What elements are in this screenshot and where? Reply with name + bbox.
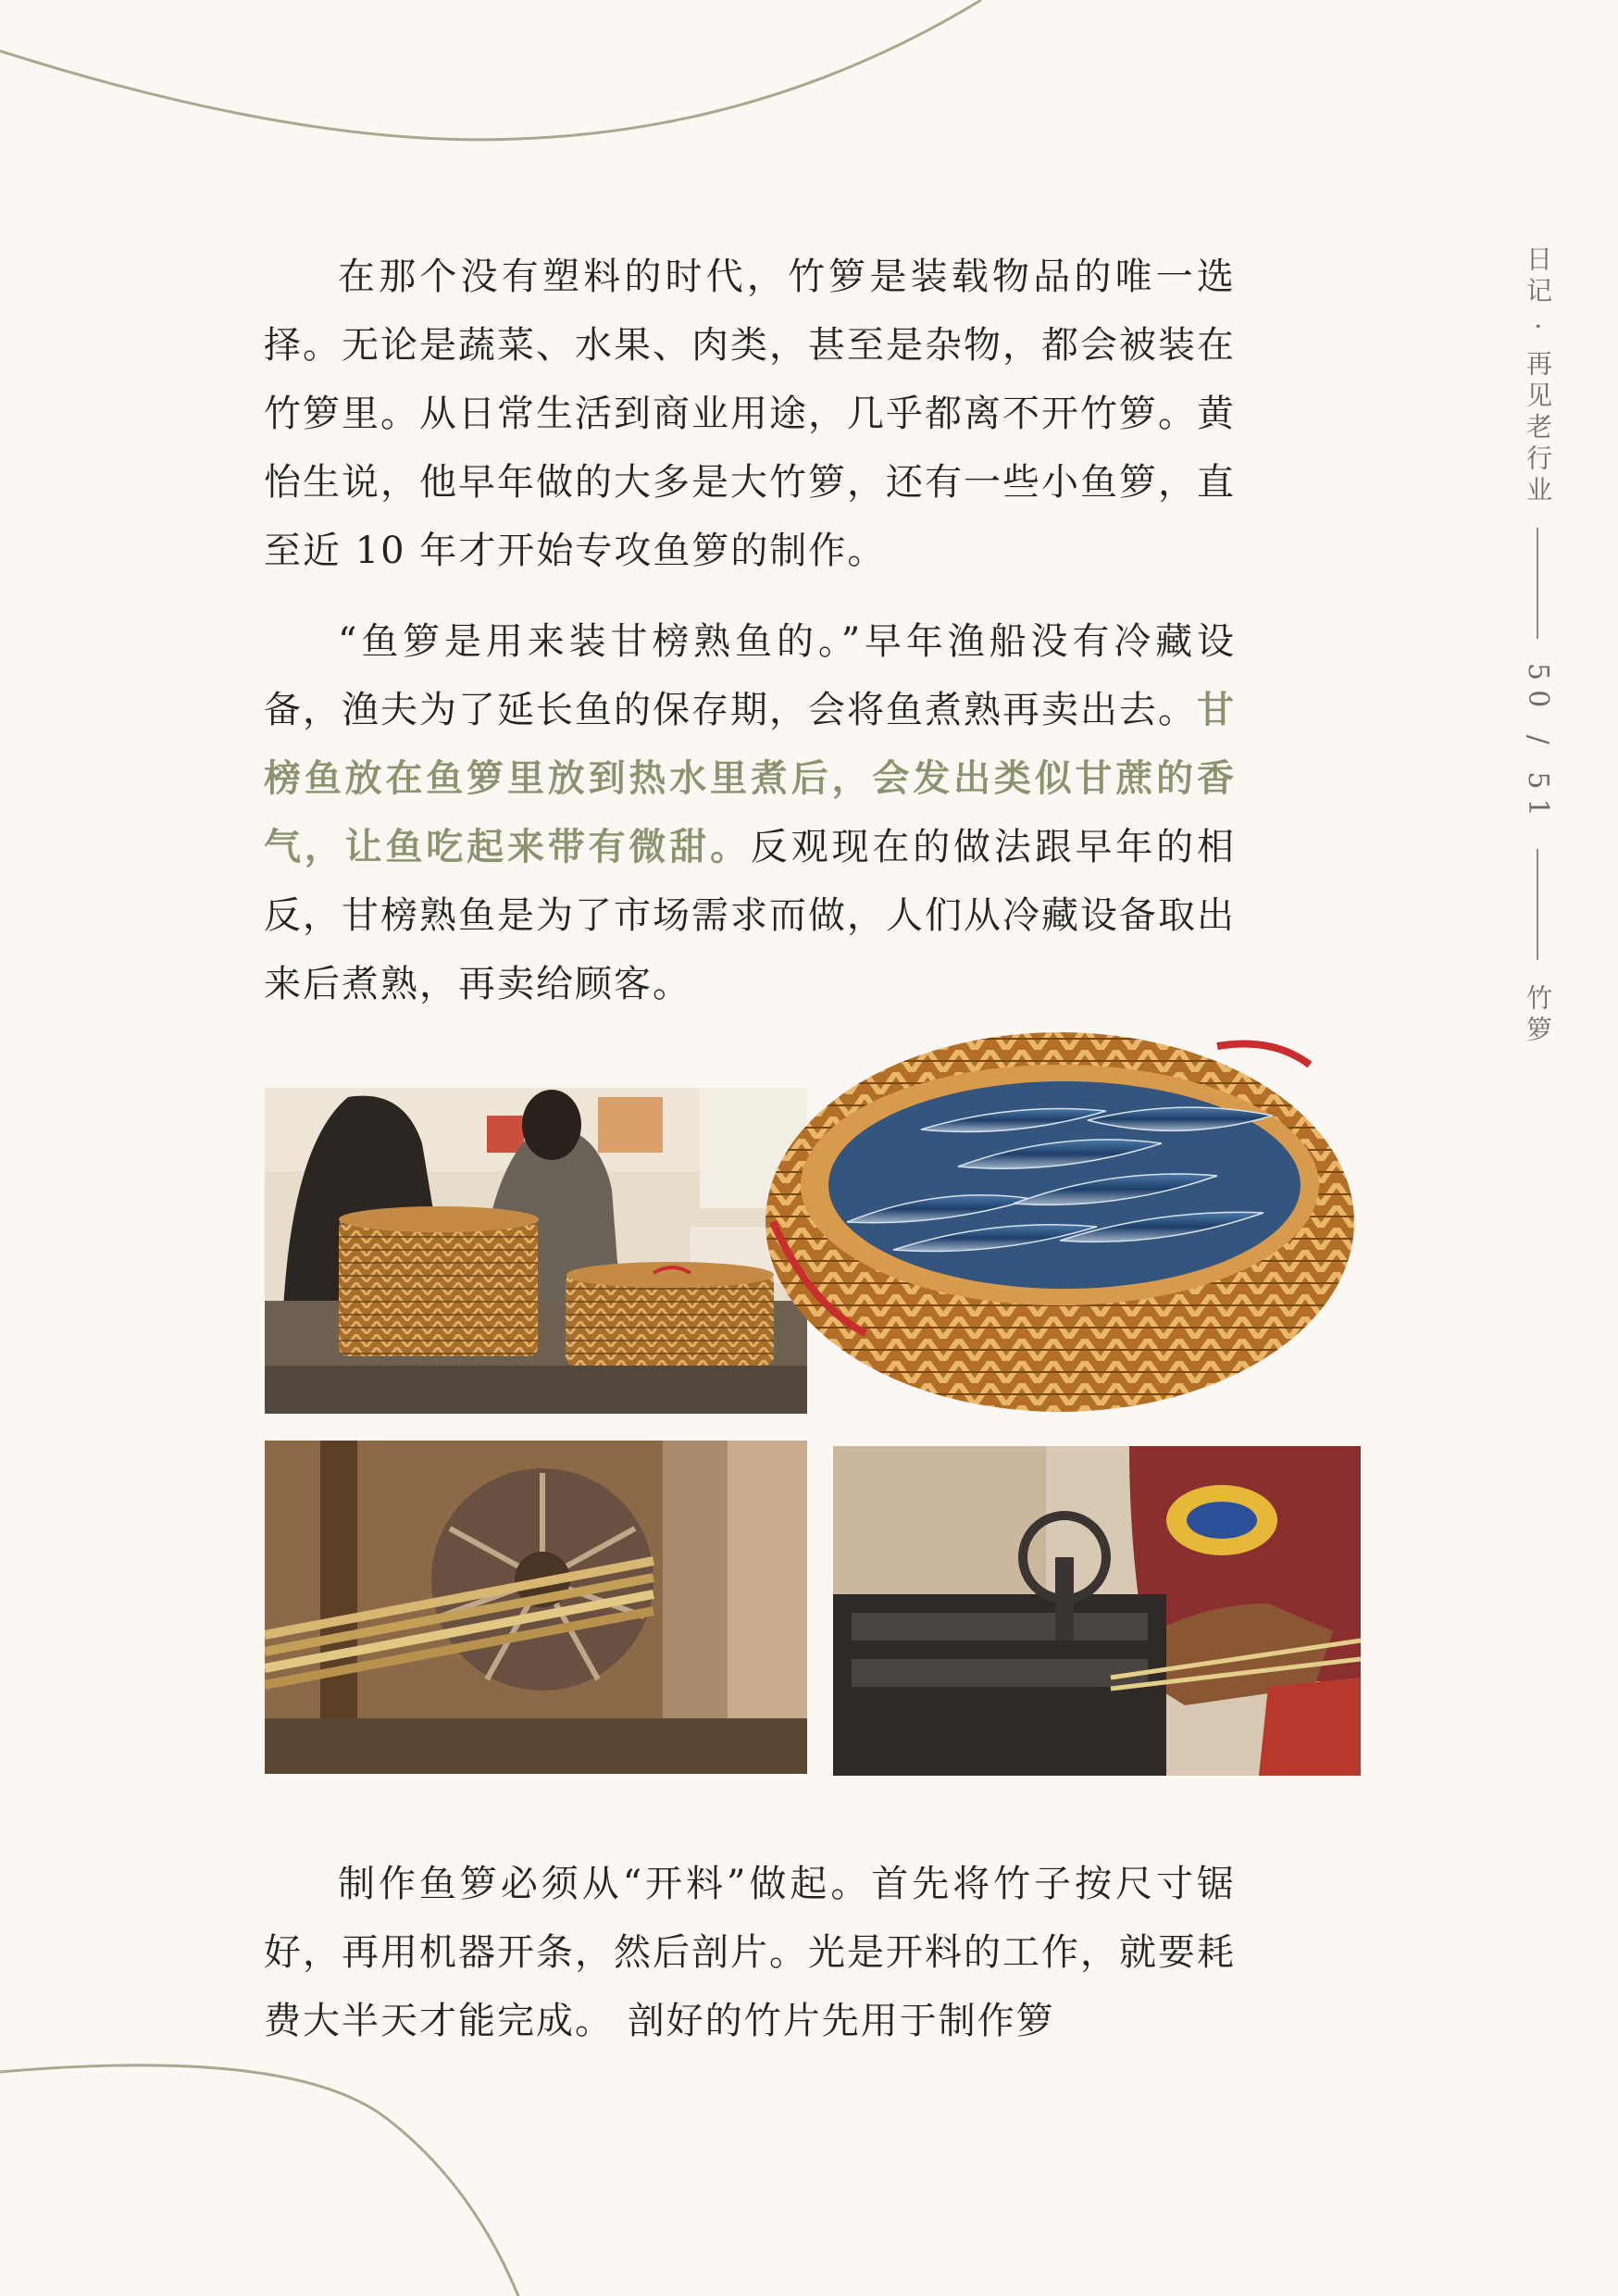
page-numbers: 50 / 51 [1522, 662, 1554, 826]
divider-line [1537, 849, 1538, 960]
paragraph-2 [264, 607, 1236, 1018]
market-baskets-photo [265, 1088, 807, 1414]
paragraph-1: 在那个没有塑料的时代，竹箩是装载物品的唯一选择。无论是蔬菜、水果、肉类，甚至是杂物，都会被装在竹箩里。从日常生活到商业用途，几乎都离不开竹箩。黄怡生说，他早年做的大多是大竹箩，还有一些小鱼箩，直至近 10 年才开始专攻鱼箩的制作。 [264, 256, 1236, 572]
divider-line [1537, 528, 1538, 639]
paragraph-2-rest: 反观现在的做法跟早年的相反，甘榜熟鱼是为了市场需求而做，人们从冷藏设备取出来后煮熟，再卖给顾客。 [264, 826, 1237, 1005]
topic-title: 竹箩 [1523, 984, 1553, 1048]
highlighted-quote: 甘榜鱼放在鱼箩里放到热水里煮后，会发出类似甘蔗的香气，让鱼吃起来带有微甜。 [264, 688, 1236, 868]
fish-basket-photo [754, 1028, 1361, 1416]
paragraph-3: 制作鱼箩必须从“开料”做起。首先将竹子按尺寸锯好，再用机器开条，然后剖片。光是开料的工作，就要耗费大半天才能完成。 剖好的竹片先用于制作箩 [264, 1863, 1236, 2042]
bottom-curve [0, 2065, 518, 2296]
top-curve [0, 0, 981, 140]
running-header [1514, 245, 1561, 1047]
bamboo-cutting-photo [265, 1441, 807, 1774]
paragraph-2-intro: “鱼箩是用来装甘榜熟鱼的。”早年渔船没有冷藏设备，渔夫为了延长鱼的保存期，会将鱼煮熟再卖出去。 [264, 620, 1236, 731]
section-title: 日记 · 再见老行业 [1523, 245, 1553, 507]
strip-machine-photo [833, 1446, 1361, 1776]
